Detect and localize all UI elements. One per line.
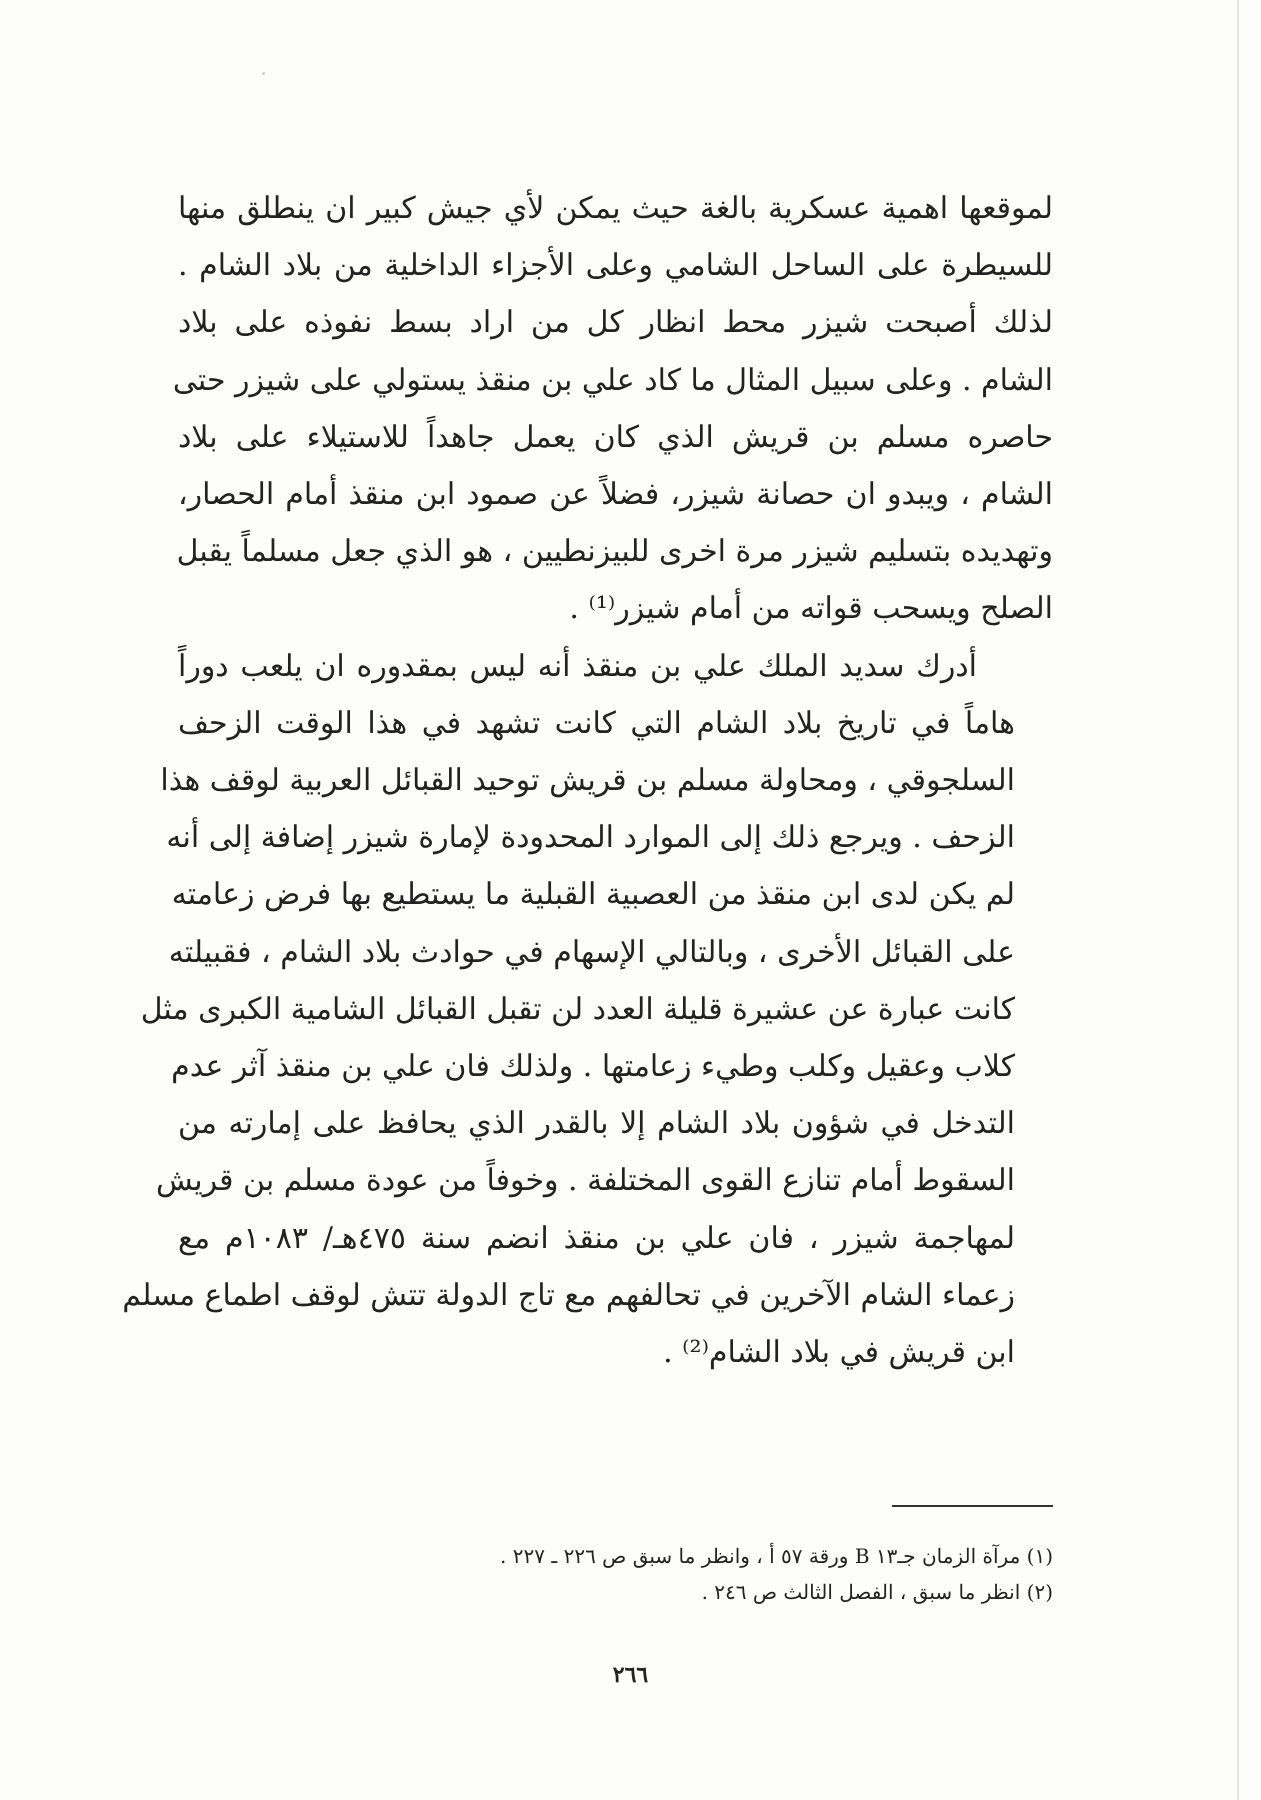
- page-number: ٢٦٦: [612, 1662, 649, 1688]
- text-line: كانت عبارة عن عشيرة قليلة العدد لن تقبل القبائل الشامية الكبرى مثل: [140, 991, 1015, 1027]
- text-line: الشام . وعلى سبيل المثال ما كاد علي بن منقذ يستولي على شيزر حتى: [172, 362, 1053, 398]
- text-line: على القبائل الأخرى ، وبالتالي الإسهام في حوادث بلاد الشام ، فقبيلته: [168, 934, 1015, 970]
- scan-dust-speck: [262, 72, 265, 75]
- footnote-1: (١) مرآة الزمان جـ١٣ B ورقة ٥٧ أ ، وانظر ما سبق ص ٢٢٦ ـ ٢٢٧ .: [500, 1544, 1053, 1568]
- text-line: لذلك أصبحت شيزر محط انظار كل من اراد بسط نفوذه على بلاد: [178, 305, 1053, 341]
- paragraph-2: [122, 638, 1053, 1382]
- footnote-divider: [892, 1505, 1053, 1507]
- text-line: هاماً في تاريخ بلاد الشام التي كانت تشهد في هذا الوقت الزحف: [178, 705, 1015, 741]
- footnotes: [178, 1538, 1053, 1610]
- scan-edge-line: [1237, 0, 1239, 1800]
- body-text: [122, 180, 1053, 1381]
- paragraph-1: [172, 180, 1053, 638]
- text-line: الزحف . ويرجع ذلك إلى الموارد المحدودة لإمارة شيزر إضافة إلى أنه: [166, 820, 1015, 856]
- text-line: ابن قريش في بلاد الشام⁽²⁾ .: [663, 1335, 1015, 1371]
- text-line: لم يكن لدى ابن منقذ من العصبية القبلية ما يستطيع بها فرض زعامته: [171, 877, 1015, 913]
- text-line: السلجوقي ، ومحاولة مسلم بن قريش توحيد القبائل العربية لوقف هذا: [160, 763, 1015, 799]
- text-line: للسيطرة على الساحل الشامي وعلى الأجزاء الداخلية من بلاد الشام .: [178, 248, 1053, 284]
- text-line: أدرك سديد الملك علي بن منقذ أنه ليس بمقدوره ان يلعب دوراً: [178, 648, 977, 684]
- text-line: حاصره مسلم بن قريش الذي كان يعمل جاهداً للاستيلاء على بلاد: [178, 419, 1053, 455]
- text-line: الصلح ويسحب قواته من أمام شيزر⁽¹⁾ .: [569, 591, 1053, 627]
- footnote-2: (٢) انظر ما سبق ، الفصل الثالث ص ٢٤٦ .: [701, 1580, 1053, 1604]
- text-line: وتهديده بتسليم شيزر مرة اخرى للبيزنطيين ، هو الذي جعل مسلماً يقبل: [176, 534, 1053, 570]
- text-line: التدخل في شؤون بلاد الشام إلا بالقدر الذي يحافظ على إمارته من: [178, 1106, 1015, 1142]
- text-line: زعماء الشام الآخرين في تحالفهم مع تاج الدولة تتش لوقف اطماع مسلم: [122, 1277, 1015, 1313]
- text-line: لموقعها اهمية عسكرية بالغة حيث يمكن لأي جيش كبير ان ينطلق منها: [178, 191, 1053, 226]
- text-line: لمهاجمة شيزر ، فان علي بن منقذ انضم سنة ٤٧٥هـ/ ١٠٨٣م مع: [178, 1220, 1016, 1256]
- text-line: الشام ، ويبدو ان حصانة شيزر، فضلاً عن صمود ابن منقذ أمام الحصار،: [178, 477, 1053, 513]
- text-line: كلاب وعقيل وكلب وطيء زعامتها . ولذلك فان علي بن منقذ آثر عدم: [171, 1049, 1015, 1085]
- text-line: السقوط أمام تنازع القوى المختلفة . وخوفاً من عودة مسلم بن قريش: [156, 1163, 1015, 1199]
